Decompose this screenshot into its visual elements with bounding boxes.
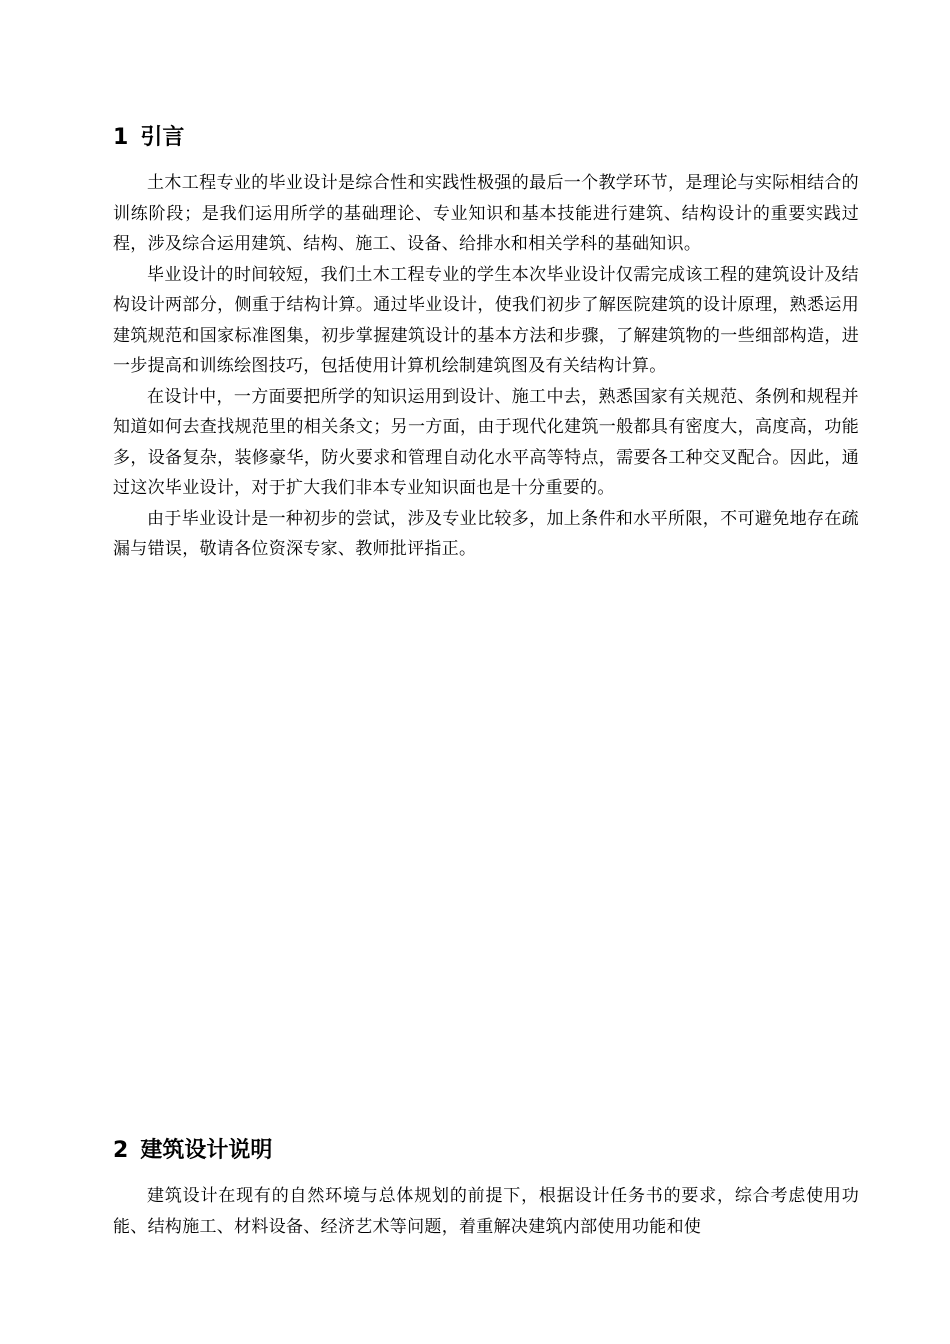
section-introduction: [113, 120, 859, 565]
section-number: 1: [113, 125, 129, 150]
section-heading: [113, 120, 859, 156]
body-paragraph: 毕业设计的时间较短，我们土木工程专业的学生本次毕业设计仅需完成该工程的建筑设计及结构设计两部分，侧重于结构计算。通过毕业设计，使我们初步了解医院建筑的设计原理，熟悉运用建筑规范和国家标准图集，初步掌握建筑设计的基本方法和步骤，了解建筑物的一些细部构造，进一步提高和训练绘图技巧，包括使用计算机绘制建筑图及有关结构计算。: [113, 264, 859, 376]
section-title: 建筑设计说明: [140, 1138, 273, 1163]
body-paragraph: 由于毕业设计是一种初步的尝试，涉及专业比较多，加上条件和水平所限，不可避免地存在疏漏与错误，敬请各位资深专家、教师批评指正。: [113, 508, 859, 559]
section-heading: [113, 1133, 859, 1169]
section-architectural-design: [113, 1133, 859, 1242]
section-number: 2: [113, 1138, 129, 1163]
body-paragraph: 在设计中，一方面要把所学的知识运用到设计、施工中去，熟悉国家有关规范、条例和规程并知道如何去查找规范里的相关条文；另一方面，由于现代化建筑一般都具有密度大，高度高，功能多，设备复杂，装修豪华，防火要求和管理自动化水平高等特点，需要各工种交叉配合。因此，通过这次毕业设计，对于扩大我们非本专业知识面也是十分重要的。: [113, 386, 859, 498]
section-title: 引言: [140, 125, 185, 150]
body-paragraph: 土木工程专业的毕业设计是综合性和实践性极强的最后一个教学环节，是理论与实际相结合的训练阶段；是我们运用所学的基础理论、专业知识和基本技能进行建筑、结构设计的重要实践过程，涉及综合运用建筑、结构、施工、设备、给排水和相关学科的基础知识。: [113, 173, 859, 254]
body-paragraph: 建筑设计在现有的自然环境与总体规划的前提下，根据设计任务书的要求，综合考虑使用功能、结构施工、材料设备、经济艺术等问题，着重解决建筑内部使用功能和使: [113, 1186, 859, 1237]
